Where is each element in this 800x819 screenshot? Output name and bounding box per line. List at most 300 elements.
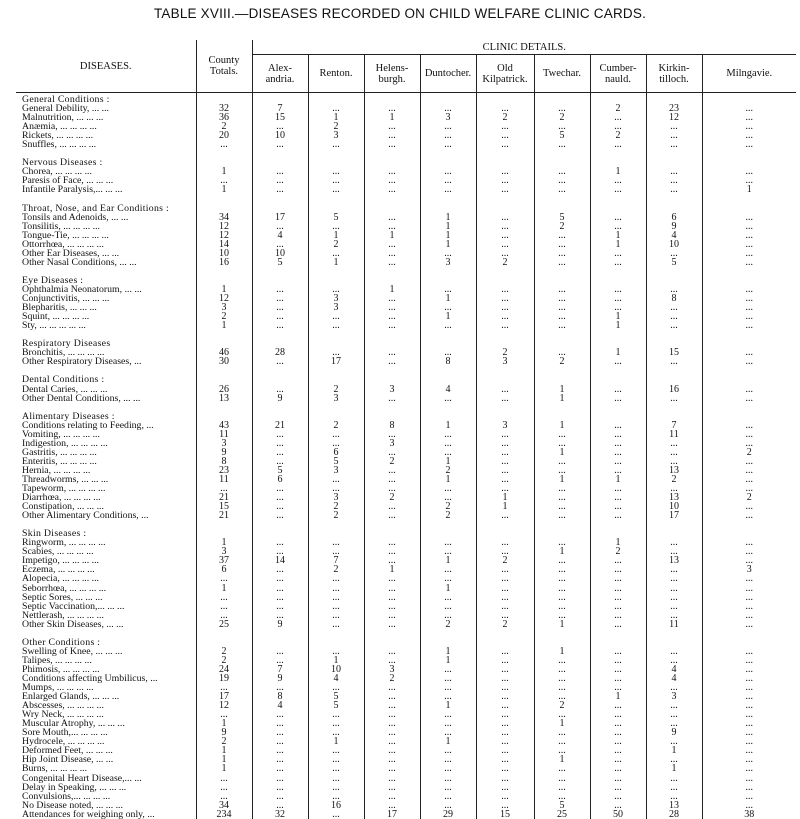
- table-row: [16, 764, 796, 773]
- clinic-value-cell: 1: [308, 113, 364, 122]
- clinic-value-cell: [308, 158, 364, 167]
- clinic-value-cell: [476, 366, 534, 375]
- clinic-value-cell: ...: [476, 538, 534, 547]
- clinic-value-cell: [534, 267, 590, 276]
- clinic-value-cell: [308, 276, 364, 285]
- county-total-cell: 34: [196, 801, 252, 810]
- clinic-value-cell: ...: [420, 774, 476, 783]
- clinic-value-cell: 1: [420, 222, 476, 231]
- clinic-value-cell: ...: [745, 800, 753, 810]
- table-row: [16, 502, 796, 511]
- county-total-cell: 15: [196, 502, 252, 511]
- clinic-value-cell: ...: [420, 728, 476, 737]
- clinic-value-cell: ...: [476, 448, 534, 457]
- clinic-value-cell: ...: [745, 773, 753, 783]
- clinic-value-cell: 3: [308, 493, 364, 502]
- disease-label: No Disease noted, ... ... ...: [16, 801, 196, 810]
- clinic-value-cell: ...: [646, 448, 702, 457]
- clinic-value-cell: ...: [364, 783, 420, 792]
- clinic-value-cell: 1: [476, 493, 534, 502]
- clinic-value-cell: ...: [534, 710, 590, 719]
- clinic-value-cell: 1: [534, 475, 590, 484]
- clinic-value-cell: 3: [420, 258, 476, 267]
- disease-label: Attendances for weighing only, ...: [16, 810, 196, 819]
- clinic-value-cell: 1: [364, 231, 420, 240]
- clinic-value-cell: ...: [476, 746, 534, 755]
- county-total-cell: ...: [196, 611, 252, 620]
- county-total-cell: ...: [196, 783, 252, 792]
- clinic-value-cell: [252, 529, 308, 538]
- header-clinic-twechar: Twechar.: [534, 55, 590, 93]
- clinic-value-cell: ...: [364, 774, 420, 783]
- clinic-value-cell: ...: [476, 801, 534, 810]
- clinic-value-cell: [590, 375, 646, 384]
- clinic-value-cell: 3: [420, 113, 476, 122]
- clinic-value-cell: ...: [364, 574, 420, 583]
- clinic-value-cell: [476, 267, 534, 276]
- county-total-cell: [196, 93, 252, 105]
- clinic-value-cell: 1: [746, 185, 752, 195]
- table-row: [16, 321, 796, 330]
- clinic-value-cell: ...: [534, 258, 590, 267]
- clinic-value-cell: [646, 638, 702, 647]
- clinic-value-cell: ...: [590, 457, 646, 466]
- clinic-value-cell: ...: [252, 140, 308, 149]
- clinic-value-cell: ...: [745, 646, 753, 656]
- clinic-value-cell: ...: [745, 248, 753, 258]
- clinic-value-cell: ...: [646, 602, 702, 611]
- clinic-value-cell: 3: [476, 421, 534, 430]
- clinic-value-cell: 11: [646, 620, 702, 629]
- clinic-value-cell: 1: [420, 240, 476, 249]
- table-row: [16, 140, 796, 149]
- clinic-value-cell: [476, 204, 534, 213]
- clinic-value-cell: ...: [534, 593, 590, 602]
- clinic-value-cell: ...: [590, 439, 646, 448]
- clinic-value-cell: 3: [646, 692, 702, 701]
- clinic-value-cell: ...: [745, 655, 753, 665]
- clinic-value-cell: ...: [590, 728, 646, 737]
- clinic-value-cell: 17: [308, 357, 364, 366]
- clinic-value-cell: ...: [476, 710, 534, 719]
- clinic-value-cell: [252, 267, 308, 276]
- clinic-value-cell: ...: [534, 231, 590, 240]
- clinic-value-cell: ...: [252, 656, 308, 665]
- clinic-value-cell: ...: [745, 284, 753, 295]
- clinic-value-cell: ...: [590, 719, 646, 728]
- clinic-value-cell: ...: [364, 357, 420, 366]
- county-total-cell: 14: [196, 240, 252, 249]
- clinic-value-cell: ...: [590, 764, 646, 773]
- clinic-value-cell: [534, 149, 590, 158]
- disease-label: Malnutrition, ... ... ...: [16, 113, 196, 122]
- clinic-value-cell: ...: [252, 547, 308, 556]
- clinic-value-cell: [646, 339, 702, 348]
- clinic-value-cell: ...: [308, 728, 364, 737]
- clinic-value-cell: ...: [364, 746, 420, 755]
- clinic-value-cell: ...: [476, 303, 534, 312]
- clinic-value-cell: [308, 339, 364, 348]
- county-total-cell: ...: [196, 710, 252, 719]
- clinic-value-cell: 1: [420, 701, 476, 710]
- clinic-value-cell: ...: [476, 131, 534, 140]
- clinic-value-cell: ...: [534, 574, 590, 583]
- clinic-value-cell: ...: [308, 683, 364, 692]
- clinic-value-cell: 4: [646, 231, 702, 240]
- clinic-value-cell: 4: [646, 674, 702, 683]
- table-row: [16, 303, 796, 312]
- clinic-value-cell: [702, 529, 796, 538]
- clinic-value-cell: ...: [308, 611, 364, 620]
- clinic-value-cell: 5: [308, 213, 364, 222]
- clinic-value-cell: 2: [308, 502, 364, 511]
- table-row: [16, 774, 796, 783]
- disease-label: Other Alimentary Conditions, ...: [16, 511, 196, 520]
- disease-label: Other Nasal Conditions, ... ...: [16, 258, 196, 267]
- clinic-value-cell: [308, 629, 364, 638]
- clinic-value-cell: 29: [420, 810, 476, 819]
- table-row: [16, 240, 796, 249]
- clinic-value-cell: ...: [590, 792, 646, 801]
- clinic-value-cell: ...: [534, 176, 590, 185]
- table-row: [16, 611, 796, 620]
- clinic-value-cell: 2: [420, 620, 476, 629]
- clinic-value-cell: ...: [476, 294, 534, 303]
- clinic-value-cell: ...: [590, 303, 646, 312]
- clinic-value-cell: ...: [590, 294, 646, 303]
- clinic-value-cell: ...: [308, 140, 364, 149]
- county-total-cell: 16: [196, 258, 252, 267]
- clinic-value-cell: [590, 204, 646, 213]
- clinic-value-cell: ...: [252, 792, 308, 801]
- clinic-value-cell: ...: [745, 538, 753, 548]
- clinic-value-cell: ...: [420, 764, 476, 773]
- clinic-value-cell: ...: [646, 457, 702, 466]
- clinic-value-cell: ...: [420, 538, 476, 547]
- disease-label: Talipes, ... ... ... ...: [16, 656, 196, 665]
- spacer-row: [16, 267, 796, 276]
- clinic-value-cell: 5: [308, 692, 364, 701]
- clinic-value-cell: ...: [308, 348, 364, 357]
- disease-label: Tapeworm, ... ... ... ...: [16, 484, 196, 493]
- clinic-value-cell: 1: [646, 764, 702, 773]
- clinic-value-cell: ...: [476, 792, 534, 801]
- clinic-value-cell: ...: [364, 240, 420, 249]
- clinic-value-cell: [590, 149, 646, 158]
- disease-label: Abscesses, ... ... ... ...: [16, 701, 196, 710]
- clinic-value-cell: ...: [308, 810, 364, 819]
- clinic-value-cell: 10: [252, 131, 308, 140]
- clinic-value-cell: [420, 93, 476, 105]
- clinic-value-cell: 1: [534, 755, 590, 764]
- clinic-value-cell: 3: [476, 357, 534, 366]
- clinic-value-cell: ...: [745, 456, 753, 466]
- clinic-value-cell: ...: [420, 122, 476, 131]
- county-total-cell: 2: [196, 122, 252, 131]
- clinic-value-cell: ...: [420, 249, 476, 258]
- clinic-value-cell: ...: [745, 122, 753, 132]
- clinic-value-cell: 1: [420, 312, 476, 321]
- disease-label: Hernia, ... ... ... ...: [16, 466, 196, 475]
- clinic-value-cell: ...: [364, 348, 420, 357]
- clinic-value-cell: ...: [646, 439, 702, 448]
- clinic-value-cell: ...: [364, 294, 420, 303]
- clinic-value-cell: 1: [420, 457, 476, 466]
- clinic-value-cell: ...: [745, 474, 753, 485]
- clinic-value-cell: 28: [252, 348, 308, 357]
- clinic-value-cell: ...: [476, 176, 534, 185]
- disease-label: [16, 366, 196, 375]
- table-row: [16, 810, 796, 819]
- disease-label: Blepharitis, ... ... ...: [16, 303, 196, 312]
- clinic-value-cell: [646, 93, 702, 105]
- clinic-value-cell: 2: [476, 620, 534, 629]
- clinic-value-cell: ...: [476, 321, 534, 330]
- disease-label: Tonsils and Adenoids, ... ...: [16, 213, 196, 222]
- clinic-value-cell: ...: [420, 755, 476, 764]
- disease-label: [16, 520, 196, 529]
- clinic-value-cell: ...: [476, 222, 534, 231]
- clinic-value-cell: [364, 529, 420, 538]
- clinic-value-cell: [420, 158, 476, 167]
- header-clinic-cumbernauld: Cumber- nauld.: [590, 55, 646, 93]
- clinic-value-cell: ...: [646, 176, 702, 185]
- clinic-value-cell: [702, 93, 796, 105]
- clinic-value-cell: ...: [308, 746, 364, 755]
- disease-label: Other Skin Diseases, ... ...: [16, 620, 196, 629]
- clinic-value-cell: 1: [420, 294, 476, 303]
- table-row: [16, 710, 796, 719]
- clinic-value-cell: ...: [476, 167, 534, 176]
- clinic-value-cell: [308, 93, 364, 105]
- disease-label: Snuffles, ... ... ... ...: [16, 140, 196, 149]
- clinic-value-cell: [308, 412, 364, 421]
- clinic-value-cell: ...: [534, 502, 590, 511]
- county-total-cell: [196, 330, 252, 339]
- clinic-value-cell: ...: [745, 221, 753, 231]
- clinic-value-cell: ...: [308, 185, 364, 194]
- clinic-value-cell: ...: [590, 593, 646, 602]
- clinic-value-cell: ...: [745, 420, 753, 430]
- clinic-value-cell: ...: [308, 602, 364, 611]
- clinic-value-cell: ...: [364, 737, 420, 746]
- clinic-value-cell: ...: [420, 303, 476, 312]
- disease-label: Muscular Atrophy, ... ... ...: [16, 719, 196, 728]
- table-row: [16, 737, 796, 746]
- clinic-value-cell: ...: [590, 683, 646, 692]
- clinic-value-cell: 15: [476, 810, 534, 819]
- clinic-value-cell: ...: [308, 620, 364, 629]
- clinic-value-cell: 1: [534, 394, 590, 403]
- clinic-value-cell: ...: [252, 774, 308, 783]
- clinic-value-cell: ...: [745, 257, 753, 267]
- header-clinic-duntocher: Duntocher.: [420, 55, 476, 93]
- county-total-cell: 1: [196, 538, 252, 547]
- clinic-value-cell: [364, 366, 420, 375]
- clinic-value-cell: ...: [364, 484, 420, 493]
- clinic-value-cell: ...: [534, 683, 590, 692]
- disease-label: Hydrocele, ... ... ... ...: [16, 737, 196, 746]
- disease-label: Vomiting, ... ... ... ...: [16, 430, 196, 439]
- table-row: [16, 783, 796, 792]
- clinic-value-cell: 9: [252, 620, 308, 629]
- county-total-cell: [196, 403, 252, 412]
- clinic-value-cell: ...: [534, 602, 590, 611]
- clinic-value-cell: 2: [308, 240, 364, 249]
- disease-label: Threadworms, ... ... ...: [16, 475, 196, 484]
- clinic-value-cell: 2: [590, 104, 646, 113]
- clinic-value-cell: [590, 195, 646, 204]
- clinic-value-cell: ...: [745, 357, 753, 367]
- clinic-value-cell: ...: [420, 665, 476, 674]
- clinic-value-cell: [364, 158, 420, 167]
- clinic-value-cell: ...: [534, 484, 590, 493]
- clinic-value-cell: [534, 638, 590, 647]
- table-row: [16, 602, 796, 611]
- clinic-value-cell: ...: [646, 792, 702, 801]
- clinic-value-cell: ...: [252, 321, 308, 330]
- disease-label: Hip Joint Disease, ... ...: [16, 755, 196, 764]
- clinic-value-cell: 15: [252, 113, 308, 122]
- clinic-value-cell: ...: [534, 783, 590, 792]
- clinic-value-cell: ...: [364, 683, 420, 692]
- clinic-value-cell: 50: [590, 810, 646, 819]
- clinic-value-cell: ...: [420, 321, 476, 330]
- clinic-value-cell: [420, 149, 476, 158]
- clinic-value-cell: ...: [534, 312, 590, 321]
- clinic-value-cell: [646, 149, 702, 158]
- category-row: [16, 276, 796, 285]
- clinic-value-cell: ...: [308, 764, 364, 773]
- clinic-value-cell: [590, 638, 646, 647]
- clinic-value-cell: [364, 339, 420, 348]
- clinic-value-cell: ...: [308, 285, 364, 294]
- clinic-value-cell: [702, 204, 796, 213]
- clinic-value-cell: 16: [308, 801, 364, 810]
- clinic-value-cell: ...: [308, 574, 364, 583]
- clinic-value-cell: [252, 339, 308, 348]
- clinic-value-cell: ...: [308, 710, 364, 719]
- clinic-value-cell: ...: [534, 692, 590, 701]
- disease-label: Bronchitis, ... ... ... ...: [16, 348, 196, 357]
- clinic-value-cell: 3: [364, 665, 420, 674]
- county-total-cell: 9: [196, 728, 252, 737]
- spacer-row: [16, 366, 796, 375]
- clinic-value-cell: ...: [252, 312, 308, 321]
- clinic-value-cell: ...: [745, 465, 753, 475]
- clinic-value-cell: 1: [420, 213, 476, 222]
- disease-label: [16, 403, 196, 412]
- clinic-value-cell: 1: [476, 502, 534, 511]
- clinic-value-cell: ...: [745, 176, 753, 186]
- table-row: [16, 801, 796, 810]
- county-total-cell: 43: [196, 421, 252, 430]
- clinic-value-cell: ...: [252, 584, 308, 593]
- clinic-value-cell: ...: [534, 728, 590, 737]
- clinic-value-cell: 23: [646, 104, 702, 113]
- table-row: [16, 348, 796, 357]
- clinic-value-cell: ...: [646, 185, 702, 194]
- clinic-value-cell: 2: [308, 385, 364, 394]
- clinic-value-cell: [364, 330, 420, 339]
- clinic-value-cell: ...: [646, 647, 702, 656]
- disease-label: [16, 149, 196, 158]
- county-total-cell: 1: [196, 755, 252, 764]
- clinic-value-cell: ...: [252, 493, 308, 502]
- clinic-value-cell: ...: [646, 285, 702, 294]
- clinic-value-cell: ...: [534, 167, 590, 176]
- clinic-value-cell: ...: [364, 538, 420, 547]
- disease-label: Congenital Heart Disease,... ...: [16, 774, 196, 783]
- clinic-value-cell: ...: [252, 294, 308, 303]
- clinic-value-cell: 15: [646, 348, 702, 357]
- clinic-value-cell: ...: [745, 683, 753, 693]
- county-total-cell: 23: [196, 466, 252, 475]
- county-total-cell: [196, 267, 252, 276]
- clinic-value-cell: ...: [534, 430, 590, 439]
- clinic-value-cell: ...: [534, 792, 590, 801]
- clinic-value-cell: ...: [590, 122, 646, 131]
- clinic-value-cell: ...: [646, 574, 702, 583]
- clinic-value-cell: 12: [646, 113, 702, 122]
- clinic-value-cell: ...: [534, 584, 590, 593]
- clinic-value-cell: [646, 204, 702, 213]
- clinic-value-cell: ...: [364, 602, 420, 611]
- clinic-value-cell: 2: [420, 511, 476, 520]
- clinic-value-cell: ...: [476, 140, 534, 149]
- county-total-cell: 1: [196, 321, 252, 330]
- clinic-value-cell: [252, 375, 308, 384]
- clinic-value-cell: ...: [745, 764, 753, 774]
- clinic-value-cell: ...: [252, 538, 308, 547]
- table-row: [16, 167, 796, 176]
- clinic-value-cell: ...: [646, 737, 702, 746]
- clinic-value-cell: ...: [745, 619, 753, 629]
- clinic-value-cell: ...: [308, 439, 364, 448]
- clinic-value-cell: ...: [420, 611, 476, 620]
- disease-label: Anæmia, ... ... ... ...: [16, 122, 196, 131]
- clinic-value-cell: ...: [534, 511, 590, 520]
- clinic-value-cell: ...: [534, 656, 590, 665]
- clinic-value-cell: 5: [252, 466, 308, 475]
- clinic-value-cell: ...: [364, 104, 420, 113]
- clinic-value-cell: ...: [745, 782, 753, 792]
- clinic-value-cell: [308, 638, 364, 647]
- clinic-value-cell: [364, 149, 420, 158]
- clinic-value-cell: ...: [252, 710, 308, 719]
- clinic-value-cell: ...: [590, 176, 646, 185]
- disease-label: Indigestion, ... ... ... ...: [16, 439, 196, 448]
- clinic-value-cell: 1: [308, 656, 364, 665]
- clinic-value-cell: [646, 330, 702, 339]
- clinic-value-cell: ...: [364, 213, 420, 222]
- clinic-value-cell: ...: [745, 674, 753, 684]
- clinic-value-cell: ...: [420, 394, 476, 403]
- clinic-value-cell: ...: [534, 764, 590, 773]
- clinic-value-cell: ...: [420, 574, 476, 583]
- disease-label: Diarrhœa, ... ... ... ...: [16, 493, 196, 502]
- disease-label: Dental Caries, ... ... ...: [16, 385, 196, 394]
- spacer-row: [16, 149, 796, 158]
- table-row: [16, 231, 796, 240]
- clinic-value-cell: 1: [420, 584, 476, 593]
- clinic-value-cell: ...: [252, 801, 308, 810]
- clinic-value-cell: ...: [476, 574, 534, 583]
- clinic-value-cell: ...: [252, 746, 308, 755]
- clinic-value-cell: 2: [476, 556, 534, 565]
- clinic-value-cell: [252, 412, 308, 421]
- table-row: [16, 574, 796, 583]
